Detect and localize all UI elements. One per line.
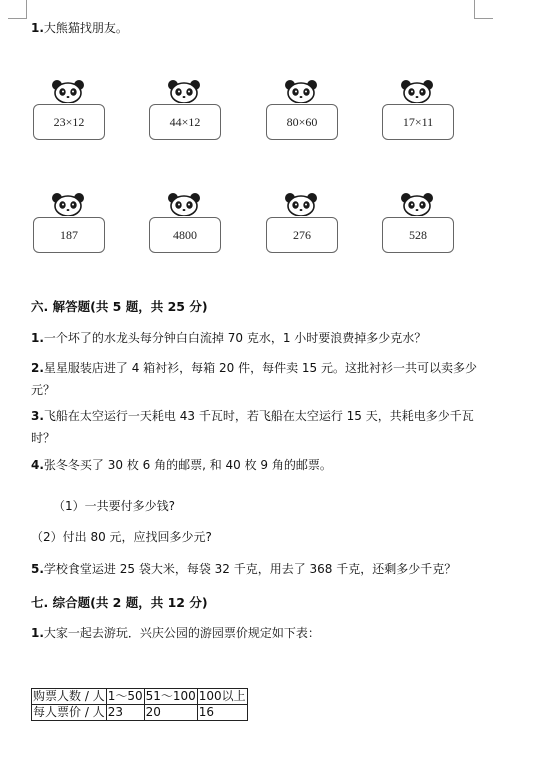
table-cell: 51～100 bbox=[145, 689, 196, 703]
expression-card[interactable]: 80×60 bbox=[266, 104, 338, 140]
table-cell: 购票人数 / 人 bbox=[33, 689, 105, 703]
question-number: 2. bbox=[31, 361, 44, 375]
expression-card[interactable]: 44×12 bbox=[149, 104, 221, 140]
question-text: 星星服装店进了 4 箱衬衫，每箱 20 件，每件卖 15 元。这批衬衫一共可以卖多少元？ bbox=[31, 361, 477, 397]
section-7-heading: 七. 综合题(共 2 题，共 12 分) bbox=[31, 595, 208, 610]
table-row bbox=[32, 705, 248, 721]
question-6-2 bbox=[31, 357, 481, 401]
question-7-1 bbox=[31, 622, 481, 644]
table-row bbox=[32, 689, 248, 705]
table-cell: 1～50 bbox=[107, 689, 143, 703]
table-cell: 每人票价 / 人 bbox=[33, 705, 105, 719]
question-text: 大家一起去游玩．兴庆公园的游园票价规定如下表： bbox=[43, 626, 320, 640]
question-6-5 bbox=[31, 558, 481, 580]
panda-icon bbox=[51, 79, 85, 103]
table-cell: 100以上 bbox=[198, 689, 246, 703]
panda-icon bbox=[284, 192, 318, 216]
question-6-4 bbox=[31, 454, 481, 476]
question-number: 1. bbox=[31, 331, 44, 345]
question-text: 一个坏了的水龙头每分钟白白流掉 70 克水，1 小时要浪费掉多少克水？ bbox=[43, 331, 427, 345]
question-6-3 bbox=[31, 405, 481, 449]
table-cell: 23 bbox=[106, 705, 144, 721]
panda-icon bbox=[51, 192, 85, 216]
panda-icon bbox=[400, 192, 434, 216]
answer-card[interactable]: 4800 bbox=[149, 217, 221, 253]
question-text: 飞船在太空运行一天耗电 43 千瓦时，若飞船在太空运行 15 天，共耗电多少千瓦时？ bbox=[31, 409, 474, 445]
question-text: 张冬冬买了 30 枚 6 角的邮票, 和 40 枚 9 角的邮票。 bbox=[43, 458, 332, 472]
panda-icon bbox=[167, 192, 201, 216]
question-number: 3. bbox=[31, 409, 44, 423]
expression-card[interactable]: 23×12 bbox=[33, 104, 105, 140]
question-text: 学校食堂运进 25 袋大米，每袋 32 千克，用去了 368 千克，还剩多少千克？ bbox=[43, 562, 457, 576]
table-cell: 16 bbox=[197, 705, 247, 721]
section-6-heading: 六. 解答题(共 5 题，共 25 分) bbox=[31, 299, 208, 314]
question-number: 5. bbox=[31, 562, 44, 576]
question-number: 4. bbox=[31, 458, 44, 472]
answer-card[interactable]: 276 bbox=[266, 217, 338, 253]
question-6-4-part-1: （1）一共要付多少钱? bbox=[53, 499, 176, 513]
panda-icon bbox=[284, 79, 318, 103]
question-text: 大熊猫找朋友。 bbox=[43, 21, 128, 35]
table-cell: 20 bbox=[144, 705, 197, 721]
expression-card[interactable]: 17×11 bbox=[382, 104, 454, 140]
question-number: 1. bbox=[31, 21, 44, 35]
ticket-price-table bbox=[31, 688, 248, 721]
panda-icon bbox=[167, 79, 201, 103]
answer-card[interactable]: 528 bbox=[382, 217, 454, 253]
answer-card[interactable]: 187 bbox=[33, 217, 105, 253]
panda-icon bbox=[400, 79, 434, 103]
question-6-1 bbox=[31, 327, 481, 349]
page-corner-mark bbox=[474, 0, 493, 19]
question-number: 1. bbox=[31, 626, 44, 640]
page-corner-mark bbox=[8, 0, 27, 19]
question-6-4-part-2: （2）付出 80 元，应找回多少元? bbox=[31, 530, 212, 544]
intro-line bbox=[31, 21, 128, 36]
